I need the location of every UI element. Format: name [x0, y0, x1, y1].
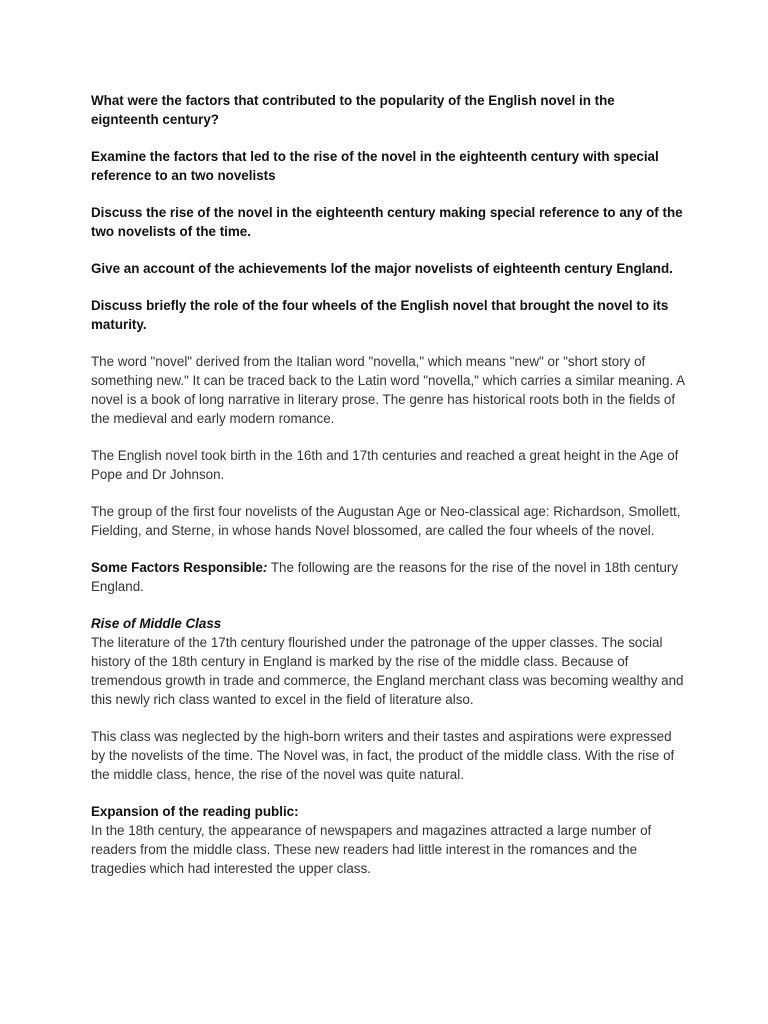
reading-public-heading: Expansion of the reading public: [91, 804, 299, 819]
middle-class-paragraph-1: The literature of the 17th century flourished under the patronage of the upper classes. The social history of the 18th century in England is marked by the rise of the middle class. Because of tremendous growth in trade and commerce, the England merchant class was becoming wealthy and this newly rich class wanted to excel in the field of literature also. [91, 635, 684, 707]
question-5: Discuss briefly the role of the four wheels of the English novel that brought the novel to its maturity. [91, 298, 669, 332]
middle-class-heading: Rise of Middle Class [91, 616, 222, 631]
question-2: Examine the factors that led to the rise of the novel in the eighteenth century with special reference to an two novelists [91, 149, 659, 183]
intro-paragraph-2: The English novel took birth in the 16th and 17th centuries and reached a great height in the Age of Pope and Dr Johnson. [91, 448, 679, 482]
question-1: What were the factors that contributed to the popularity of the English novel in the eignteenth century? [91, 93, 615, 127]
question-3: Discuss the rise of the novel in the eighteenth century making special reference to any of the two novelists of the time. [91, 205, 683, 239]
question-4: Give an account of the achievements lof the major novelists of eighteenth century England. [91, 261, 673, 276]
factors-paragraph [91, 558, 686, 596]
reading-public-paragraph-1: In the 18th century, the appearance of newspapers and magazines attracted a large number of readers from the middle class. These new readers had little interest in the romances and the tragedies which had interested the upper class. [91, 823, 652, 876]
factors-lead-text: The following are the reasons for the rise of the novel in 18th century England. [91, 560, 679, 594]
middle-class-paragraph-2: This class was neglected by the high-born writers and their tastes and aspirations were expressed by the novelists of the time. The Novel was, in fact, the product of the middle class. With the rise of the middle class, hence, the rise of the novel was quite natural. [91, 729, 675, 782]
factors-lead-label: Some Factors Responsible: [91, 560, 268, 575]
intro-paragraph-1: The word "novel" derived from the Italian word "novella," which means "new" or "short story of something new." It can be traced back to the Latin word "novella," which carries a similar meaning. A novel is a book of long narrative in literary prose. The genre has historical roots both in the fields of the medieval and early modern romance. [91, 354, 685, 426]
intro-paragraph-3: The group of the first four novelists of the Augustan Age or Neo-classical age: Richardson, Smollett, Fielding, and Sterne, in whose hands Novel blossomed, are called the four wheels of the novel. [91, 504, 681, 538]
